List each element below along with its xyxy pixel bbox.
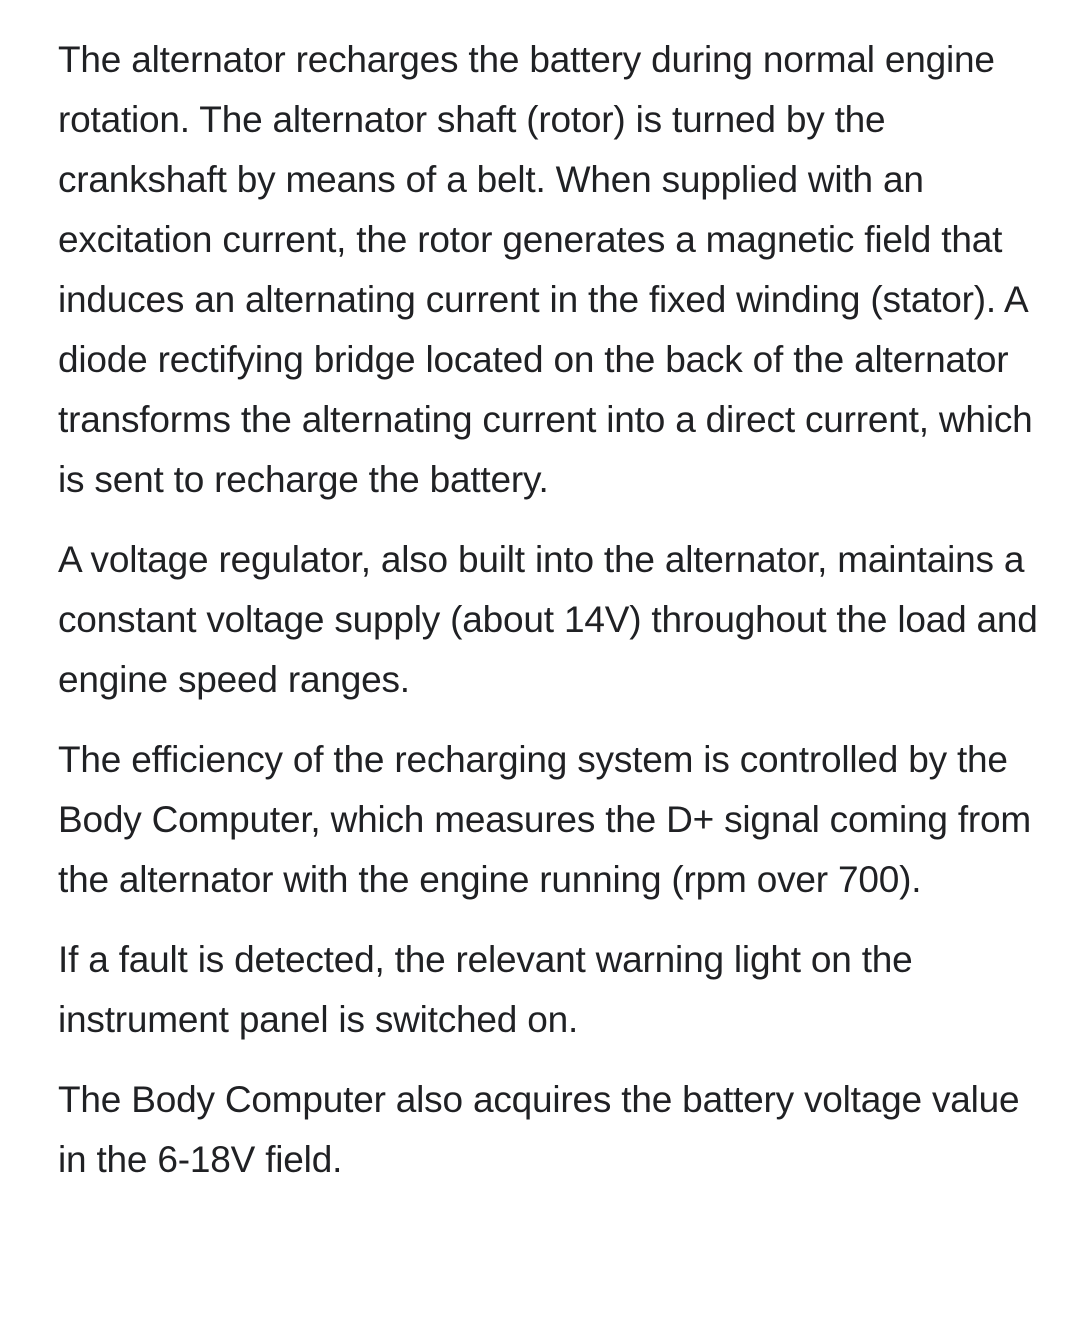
cropped-previous-line: [58, 0, 1058, 4]
paragraph-voltage-regulator: A voltage regulator, also built into the alternator, maintains a constant voltage supply (about 14V) throughout the load and engine speed ranges.: [58, 539, 1038, 700]
paragraph-alternator-function: The alternator recharges the battery during normal engine rotation. The alternator shaft (rotor) is turned by the crankshaft by means of a belt. When supplied with an excitation current, the rotor generates a magnetic field that induces an alternating current in the fixed winding (stator). A diode rectifying bridge located on the back of the alternator transforms the alternating current into a direct current, which is sent to recharge the battery.: [58, 39, 1033, 500]
paragraph-body-computer-efficiency: The efficiency of the recharging system is controlled by the Body Computer, which measures the D+ signal coming from the alternator with the engine running (rpm over 700).: [58, 739, 1032, 900]
paragraph-fault-warning: If a fault is detected, the relevant warning light on the instrument panel is switched on.: [58, 939, 913, 1040]
paragraph-battery-voltage: The Body Computer also acquires the battery voltage value in the 6-18V field.: [58, 1079, 1020, 1180]
article-body: [58, 30, 1038, 1210]
cropped-text-fragment: [58, 0, 1058, 4]
